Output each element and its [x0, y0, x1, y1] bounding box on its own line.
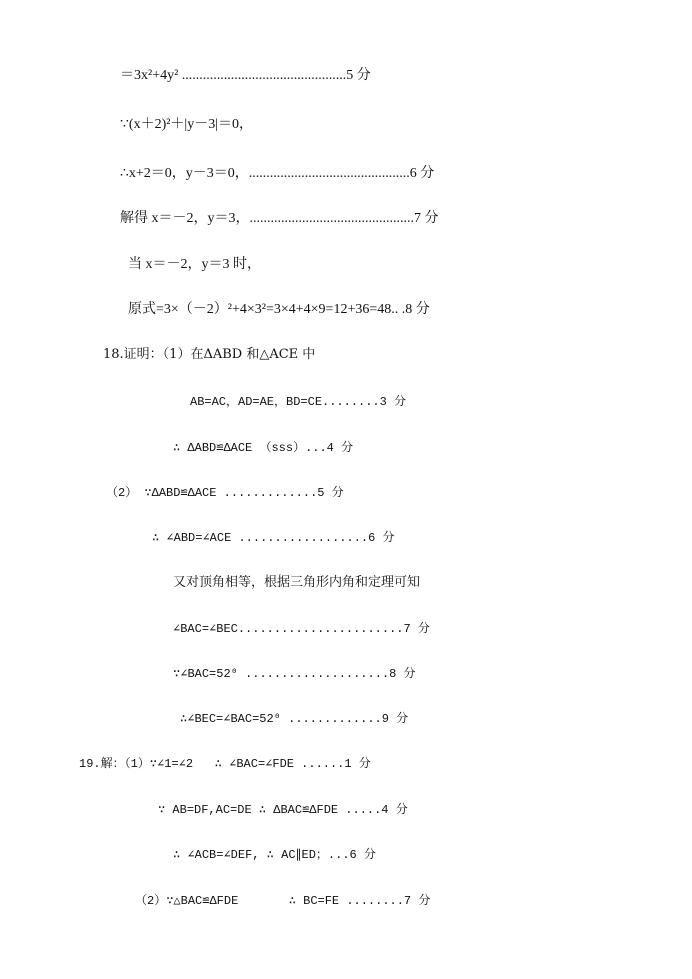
text-line-7: 18.证明：（1）在ΔABD 和△ACE 中	[103, 347, 316, 362]
text-line-4: 解得 x＝－2，y＝3，...............................................7 分	[120, 211, 439, 226]
text-line-1: ＝3x²+4y² ...............................................5 分	[120, 68, 371, 83]
text-line-16: 19.解：（1）∵∠1=∠2 ∴ ∠BAC=∠FDE ......1 分	[79, 757, 371, 771]
text-line-5: 当 x＝－2，y＝3 时，	[128, 257, 261, 272]
text-line-17: ∵ AB=DF,AC=DE ∴ ΔBAC≌ΔFDE .....4 分	[158, 803, 408, 817]
text-line-15: ∴∠BEC=∠BAC=52⁰ .............9 分	[180, 712, 409, 726]
text-line-18: ∴ ∠ACB=∠DEF, ∴ AC∥ED；...6 分	[173, 848, 376, 862]
text-line-12: 又对顶角相等，根据三角形内角和定理可知	[173, 575, 421, 590]
text-line-3: ∴x+2＝0，y－3＝0，..............................................6 分	[120, 166, 435, 181]
text-line-2: ∵(x＋2)²＋|y－3|＝0，	[120, 117, 254, 132]
text-line-13: ∠BAC=∠BEC.......................7 分	[173, 622, 430, 636]
text-line-19: （2）∵△BAC≌ΔFDE ∴ BC=FE ........7 分	[135, 894, 431, 908]
text-line-14: ∵∠BAC=52⁰ ....................8 分	[173, 667, 416, 681]
text-line-10: （2） ∵ΔABD≌ΔACE .............5 分	[106, 486, 344, 500]
text-line-8: AB=AC，AD=AE，BD=CE........3 分	[190, 395, 407, 409]
text-line-6: 原式=3×（－2）²+4×3²=3×4+4×9=12+36=48.. .8 分	[128, 302, 430, 317]
text-line-9: ∴ ΔABD≌ΔACE （sss）...4 分	[173, 441, 354, 455]
text-line-11: ∴ ∠ABD=∠ACE ..................6 分	[152, 531, 395, 545]
